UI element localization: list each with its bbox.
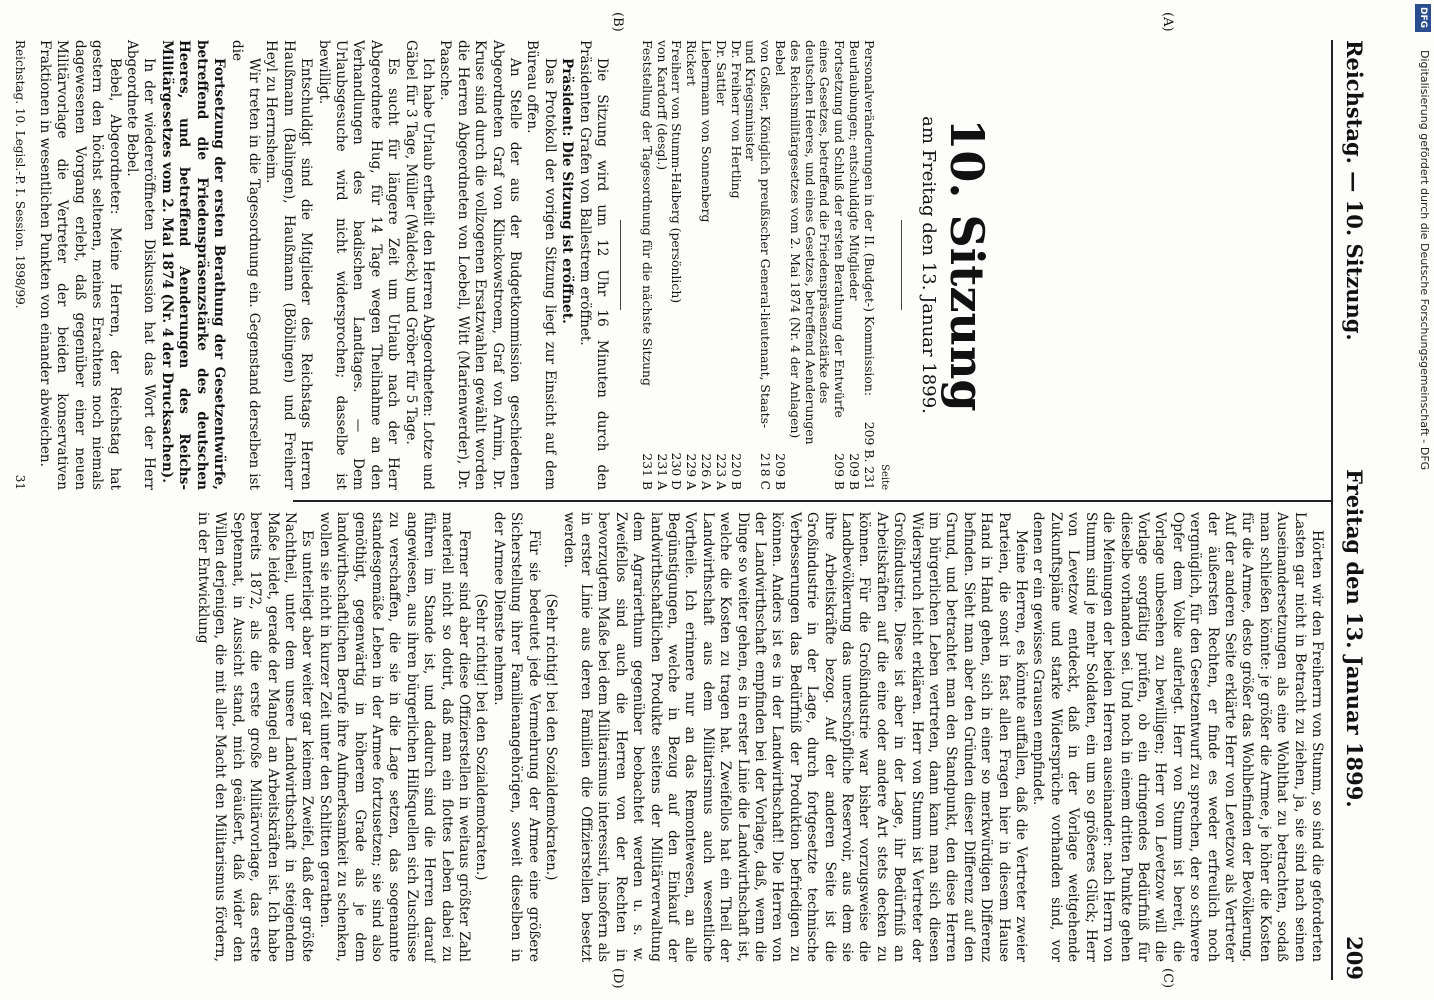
- paragraph: An Stelle der aus der Budgetkommission geschiedenen Abgeordneten Graf von Klinckowstroem, Graf von Arnim, Dr. Kruse sind durch die vollzogenen Ersatzwahlen gewählt worden die Herren Abgeordneten von Loebell, Witt (Marienwerder), Dr. Paasche.: [437, 40, 524, 490]
- toc-entry-page: 223 A: [713, 453, 729, 490]
- toc-entry-text: Personalveränderungen in der II. (Budget-) Kommission:: [861, 40, 877, 397]
- toc-entry-text: von Kardorff (desgl.): [654, 40, 670, 171]
- paragraph: In der wiedereröffneten Diskussion hat das Wort der Herr Abgeordnete Bebel.: [124, 40, 158, 490]
- toc-row: [654, 40, 669, 490]
- toc-entry-text: von Goßler, Königlich preußischer General-lieutenant, Staats- und Kriegsminister: [743, 40, 774, 429]
- table-of-contents: [639, 40, 891, 490]
- toc-entry-page: 209 B: [832, 453, 848, 490]
- paragraph: Präsident: Die Sitzung ist eröffnet.: [559, 58, 576, 324]
- toc-row: [772, 40, 787, 490]
- toc-row: [743, 40, 773, 490]
- rotated-page-frame: [12, 0, 1385, 1000]
- toc-entry-text: Feststellung der Tagesordnung für die nächste Sitzung: [639, 40, 655, 386]
- toc-row: [846, 40, 861, 490]
- toc-entry-page: 220 B: [728, 453, 744, 490]
- paragraph: (Sehr richtig! bei den Sozialdemokraten.): [543, 593, 560, 881]
- toc-entry-page: 209 B: [773, 453, 789, 490]
- toc-entry-page: 231 A: [654, 453, 670, 490]
- toc-row: [669, 40, 684, 490]
- margin-marker-b: (B): [610, 12, 625, 32]
- paragraph: Es unterliegt aber weiter gar keinem Zweifel, daß der größte Nachtheil, unter dem unsere Landwirthschaft in steigendem Maße leidet, gerade der Mangel an Arbeitskräften ist. Ich habe bereits 1872, als die erste große Militärvorlage, das erste Septennat, in Aussicht stand, mich geäußert, daß wider den Willen derjenigen, die mit aller Macht den Militarismus fördern, in der Entwicklung: [195, 512, 316, 962]
- toc-row: [787, 40, 846, 490]
- paragraph: Fortsetzung der ersten Berathung der Gesetzentwürfe, betreffend die Friedenspräsenzstärke des deutschen Heeres, und betreffend Aenderungen des Reichs-Militärgesetzes vom 2. Mai 1874 (Nr. 4 der Drucksachen).: [158, 40, 228, 490]
- toc-row: [861, 40, 876, 490]
- left-column: [12, 40, 1325, 490]
- toc-row: [683, 40, 698, 490]
- toc-row: [698, 40, 713, 490]
- toc-entry-text: Freiherr von Stumm-Halberg (persönlich): [669, 40, 685, 304]
- toc-label: Seite: [878, 464, 890, 490]
- toc-rule: [620, 220, 621, 310]
- margin-marker-d: (D): [610, 968, 625, 989]
- toc-entry-text: Rickert: [684, 40, 700, 86]
- dfg-logo-badge: DFG: [1415, 4, 1431, 32]
- digitization-note-text: Digitalisierung gefördert durch die Deutsche Forschungsgemeinschaft - DFG: [1418, 50, 1431, 471]
- toc-entry-text: Bebel: [773, 40, 789, 76]
- paragraph: Die Sitzung wird um 12 Uhr 16 Minuten durch den Präsidenten Grafen von Ballestrem eröffnet.: [576, 40, 611, 490]
- paragraph: Es sucht für längere Zeit um Urlaub nach der Herr Abgeordnete Hug, für 14 Tage wegen Theilnahme an den Verhandlungen des badischen Landtages. — Dem Urlaubsgesuche wird nicht widersprochen; dasselbe ist bewilligt.: [315, 40, 402, 490]
- footer-right: 31: [12, 474, 27, 490]
- paragraph: Ferner sind aber diese Offizierstellen in weitaus größter Zahl materiell nicht so dotirt, daß man ein flottes Leben dabei zu führen im Stande ist, und dadurch sind die Herren darauf angewiesen, aus ihren bürgerlichen Hilfsquellen sich Zuschüsse zu verschaffen, die sie in die Lage setzen, das sogenannte standesgemäße Leben in der Armee fortzusetzen; sie sind also genöthigt, gegenwärtig in höherem Grade als je dem landwirthschaftlichen Berufe ihre Aufmerksamkeit zu schenken, wollen sie nicht in kurzer Zeit unter den Schlitten gerathen.: [316, 512, 473, 962]
- paragraph: (Sehr richtig! bei den Sozialdemokraten.): [473, 593, 490, 881]
- toc-row: [713, 40, 728, 490]
- toc-entry-page: 209 B. 231: [861, 421, 877, 490]
- right-column: [55, 512, 1325, 962]
- digitization-note: [1418, 10, 1432, 990]
- paragraph: Für sie bedeutet jede Vermehrung der Armee eine größere Sicherstellung ihrer Familienangehörigen, soweit dieselben in der Armee Dienste nehmen.: [490, 512, 542, 962]
- toc-row: [639, 40, 654, 490]
- paragraph: Hörten wir den Freiherrn von Stumm, so sind die geforderten Lasten gar nicht in Betracht zu ziehen, ja, sie sind nach seinen Auseinandersetzungen als eine Wohlthat zu betrachten, sodaß man schließen könnte: je größer die Armee, je höher die Kosten für die Armee, desto größer das Wohlbefinden der Bevölkerung. Auf der anderen Seite erklärte Herr von Levetzow als Vertreter der äußersten Rechten, er finde es weder erfreulich noch vergnüglich, für den Gesetzentwurf zu sprechen, der so schwere Opfer dem Volke auferlegt. Herr von Stumm ist bereit, die Vorlage unbesehen zu bewilligen; Herr von Levetzow will die Vorlage sorgfältig prüfen, ob ein dringendes Bedürfniß für dieselbe vorhanden sei. Und noch in einem dritten Punkte gehen die Meinungen der beiden Herren auseinander: nach Herrn von Stumm sind je mehr Soldaten, ein um so größeres Glück; Herr von Levetzow entdeckt, daß in der Vorlage weitgehende Zukunftspläne und starke Widersprüche vorhanden sind, vor denen er ein gewisses Grausen empfindet.: [1030, 512, 1325, 962]
- toc-entry-page: 226 A: [699, 453, 715, 490]
- footer-left: Reichstag. 10. Legisl.-P. I. Session. 1898/99.: [12, 40, 27, 309]
- session-title: 10. Sitzung: [940, 118, 994, 412]
- toc-entry-text: Liebermann von Sonnenberg: [699, 40, 715, 223]
- header-rule: [1331, 40, 1333, 980]
- toc-entry-page: 229 A: [684, 453, 700, 490]
- page-number: 209: [1342, 936, 1368, 980]
- toc-entry-text: Dr. Freiherr von Hertling: [728, 40, 744, 199]
- margin-marker-c: (C): [1160, 968, 1175, 989]
- column-rule: [293, 500, 1333, 502]
- right-body: [194, 512, 1325, 962]
- title-rule: [901, 220, 902, 310]
- paragraph: Wir treten in die Tagesordnung ein. Gegenstand derselben ist die: [228, 40, 262, 490]
- toc-entry-page: 231 B: [639, 453, 655, 490]
- paragraph: Das Protokoll der vorigen Sitzung liegt zur Einsicht auf dem Büreau offen.: [524, 40, 558, 490]
- paragraph: Entschuldigt sind die Mitglieder des Reichstags Herren Haußmann (Balingen), Haußmann (Böblingen) und Freiherr Heyl zu Herrnsheim.: [263, 40, 315, 490]
- left-body: [36, 40, 610, 490]
- toc-entry-text: Dr. Sattler: [713, 40, 729, 106]
- page-header: [1335, 40, 1375, 980]
- paragraph: Ich habe Urlaub ertheilt den Herren Abgeordneten: Lotze und Gäbel für 3 Tage, Müller (Waldeck) und Gröber für 5 Tage.: [402, 40, 436, 490]
- header-left: Reichstag. — 10. Sitzung.: [1342, 40, 1368, 341]
- paragraph: Bebel, Abgeordneter: Meine Herren, der Reichstag hat gestern den höchst seltenen, meines Erachtens noch niemals dagewesenen Vorgang erlebt, daß gegenüber einer neuen Militärvorlage die Vertreter der beiden konservativen Fraktionen in wesentlichen Punkten von einander abweichen.: [37, 40, 123, 490]
- margin-marker-a: (A): [1160, 12, 1175, 32]
- toc-row: [728, 40, 743, 490]
- header-center: Freitag den 13. Januar 1899.: [1342, 469, 1368, 808]
- toc-entry-page: 230 D: [669, 452, 685, 490]
- session-subtitle: am Freitag den 13. Januar 1899.: [918, 116, 939, 414]
- toc-entry-page: 209 B: [847, 453, 862, 490]
- toc-entry-text: Beurlaubungen; entschuldigte Mitglieder: [847, 40, 862, 301]
- toc-entry-page: 218 C: [758, 452, 774, 490]
- paragraph: Meine Herren, es könnte auffallen, daß die Vertreter zweier Parteien, die sonst in fast allen Fragen hier in diesem Hause Hand in Hand gehen, sich in einer so merkwürdigen Differenz befinden. Sieht man aber den Gründen dieser Differenz auf den Grund, und betrachtet man den Standpunkt, den diese Herren im bürgerlichen Leben vertreten, dann kann man sich diesen Widerspruch leicht erklären. Herr von Stumm ist Vertreter der Großindustrie. Diese ist aber in der Lage, ihr Bedürfniß an Arbeitskräften auf die eine oder andere Art stets decken zu können. Für die Großindustrie war bisher vorzugsweise die Landbevölkerung das unerschöpfliche Reservoir, aus dem sie ihre Arbeitskräfte bezog. Auf der anderen Seite ist die Großindustrie in der Lage, durch fortgesetzte technische Verbesserungen das Bedürfniß der Produktion befriedigen zu können. Anders ist es in der Landwirthschaft! Die Herren von der Landwirthschaft empfinden bei der Vorlage, daß, wenn die Dinge so weiter gehen, es in erster Linie die Landwirthschaft ist, welche die Kosten zu tragen hat. Zweifellos hat ein Theil der Landwirthschaft aus dem Militarismus auch wesentliche Vortheile. Ich erinnere nur an das Remontewesen, an alle Begünstigungen, welche in Bezug auf den Einkauf der landwirthschaftlichen Produkte seitens der Militärverwaltung dem Agrarierthum gegenüber beobachtet werden u. s. w. Zweifellos sind auch die Herren von der Rechten in bevorzugtem Maße bei dem Militarismus interessirt, insofern als in erster Linie aus deren Familien die Offizierstellen besetzt werden.: [560, 512, 1030, 962]
- page-footer: [10, 40, 27, 490]
- toc-entry-text: Fortsetzung und Schluß der ersten Berathung der Entwürfe eines Gesetzes, betreffend die Friedenspräsenzstärke des deutschen Heeres, und eines Gesetzes, betreffend Aenderungen des Reichsmilitärgesetzes vom 2. Mai 1874 (Nr. 4 der Anlagen): [787, 40, 848, 445]
